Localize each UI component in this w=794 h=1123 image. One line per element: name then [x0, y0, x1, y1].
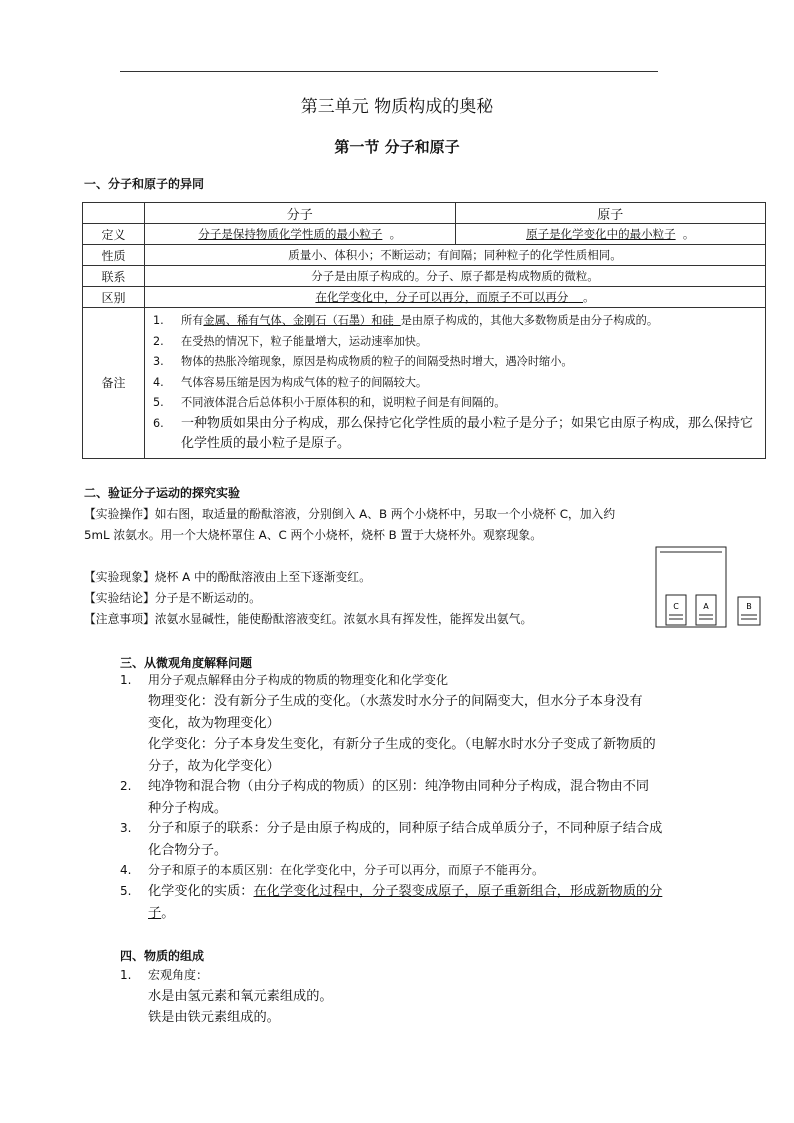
beaker-diagram: [652, 543, 768, 629]
s4-line-iron: 铁是由铁元素组成的。: [148, 1010, 280, 1025]
experiment-conclusion: 【实验结论】分子是不断运动的。: [84, 591, 261, 605]
relation-cell: 分子是由原子构成的。分子、原子都是构成物质的微粒。: [145, 266, 766, 287]
header-molecule: 分子: [145, 203, 456, 224]
s3-item-4: 分子和原子的本质区别：在化学变化中，分子可以再分，而原子不能再分。: [148, 863, 545, 877]
s3-item-1: 用分子观点解释由分子构成的物质的物理变化和化学变化: [148, 673, 449, 687]
note-item: 1. 所有金属、稀有气体、金刚石（石墨）和硅 是由原子构成的，其他大多数物质是由分子构成的。: [153, 314, 659, 327]
beaker-a-label: A: [703, 602, 709, 611]
note-item: 3. 物体的热胀冷缩现象，原因是构成物质的粒子的间隔受热时增大，遇冷时缩小。: [153, 355, 573, 369]
atom-definition: 原子是化学变化中的最小粒子 。: [455, 224, 766, 245]
experiment-phenomenon: 【实验现象】烧杯 A 中的酚酞溶液由上至下逐渐变红。: [84, 570, 371, 584]
item-number: 5.: [120, 884, 132, 898]
note-item: 6. 一种物质如果由分子构成，那么保持它化学性质的最小粒子是分子；如果它由原子构成，那么保持它化学性质的最小粒子是原子。: [153, 415, 754, 451]
notes-cell: [145, 308, 766, 459]
row-label-relation: 联系: [83, 266, 145, 287]
s4-macro-label: 宏观角度：: [148, 968, 209, 982]
s3-item-3: 分子和原子的联系：分子是由原子构成的，同种原子结合成单质分子，不同种原子结合成 化合物分子。: [148, 821, 663, 858]
comparison-table: [82, 202, 766, 459]
row-label-definition: 定义: [83, 224, 145, 245]
beaker-b-label: B: [746, 602, 752, 611]
section-title: 第一节 分子和原子: [334, 138, 460, 156]
row-label-properties: 性质: [83, 245, 145, 266]
section-2-heading: 二、验证分子运动的探究实验: [84, 486, 241, 500]
experiment-operation: 【实验操作】如右图，取适量的酚酞溶液，分别倒入 A、B 两个小烧杯中，另取一个小烧杯 C，加入约 5mL 浓氨水。用一个大烧杯罩住 A、C 两个小烧杯，烧杯 B 置于大烧杯外。观察现象。: [84, 507, 616, 542]
difference-cell: 在化学变化中，分子可以再分，而原子不可以再分 。: [145, 287, 766, 308]
beaker-c-label: C: [673, 602, 679, 611]
note-item: 2. 在受热的情况下，粒子能量增大，运动速率加快。: [153, 334, 428, 348]
note-item: 5. 不同液体混合后总体积小于原体积的和，说明粒子间是有间隔的。: [153, 396, 506, 410]
row-label-difference: 区别: [83, 287, 145, 308]
item-number: 2.: [120, 779, 132, 793]
s4-line-water: 水是由氢元素和氧元素组成的。: [148, 989, 333, 1004]
header-atom: 原子: [455, 203, 766, 224]
item-number: 4.: [120, 863, 132, 877]
row-label-notes: 备注: [83, 308, 145, 459]
s3-item-1-detail: 物理变化：没有新分子生成的变化。（水蒸发时水分子的间隔变大，但水分子本身没有 变化，故为物理变化） 化学变化：分子本身发生变化，有新分子生成的变化。（电解水时水分子变成了新物质的 分子，故为化学变化）: [148, 694, 656, 774]
s3-item-5: 化学变化的实质：在化学变化过程中，分子裂变成原子，原子重新组合，形成新物质的分 子。: [148, 884, 663, 921]
item-number: 3.: [120, 821, 132, 835]
header-rule: [120, 71, 658, 72]
unit-title: 第三单元 物质构成的奥秘: [300, 97, 494, 117]
s3-item-2: 纯净物和混合物（由分子构成的物质）的区别：纯净物由同种分子构成，混合物由不同 种分子构成。: [148, 779, 650, 816]
section-1-heading: 一、分子和原子的异同: [84, 177, 205, 191]
item-number: 1.: [120, 968, 132, 982]
note-item: 4. 气体容易压缩是因为构成气体的粒子的间隔较大。: [153, 375, 428, 389]
section-4-heading: 四、物质的组成: [120, 949, 205, 963]
molecule-definition: 分子是保持物质化学性质的最小粒子 。: [145, 224, 456, 245]
item-number: 1.: [120, 673, 132, 687]
experiment-notes: 【注意事项】浓氨水显碱性，能使酚酞溶液变红。浓氨水具有挥发性，能挥发出氨气。: [84, 612, 533, 626]
properties-cell: 质量小、体积小；不断运动；有间隔；同种粒子的化学性质相同。: [145, 245, 766, 266]
section-3-heading: 三、从微观角度解释问题: [120, 656, 253, 670]
